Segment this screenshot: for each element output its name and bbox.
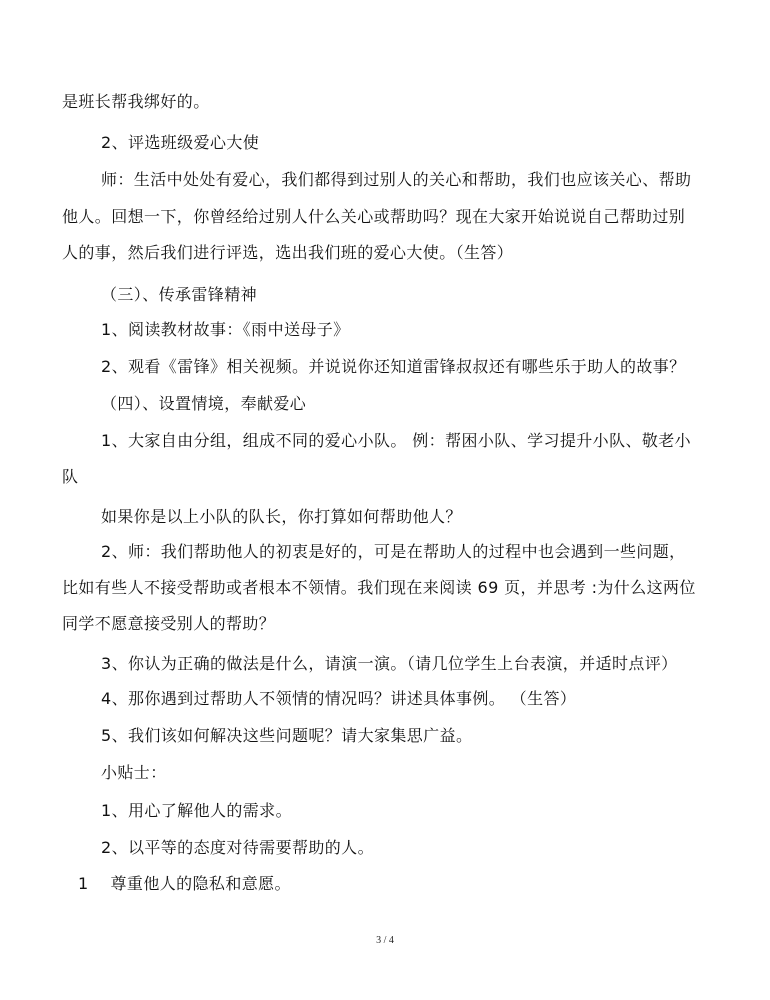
- list-item: 5、我们该如何解决这些问题呢？请大家集思广益。: [101, 726, 473, 745]
- text-line: 人的事，然后我们进行评选，选出我们班的爱心大使。（生答）: [62, 243, 514, 262]
- list-item: 1、用心了解他人的需求。: [101, 801, 292, 820]
- text-line: 师：生活中处处有爱心，我们都得到过别人的关心和帮助，我们也应该关心、帮助: [101, 170, 692, 189]
- list-item: 1 尊重他人的隐私和意愿。: [78, 874, 291, 893]
- list-item: 2、以平等的态度对待需要帮助的人。: [101, 838, 374, 857]
- text-line: 是班长帮我绑好的。: [62, 92, 210, 111]
- text-line: 队: [62, 467, 79, 486]
- section-item: 2、评选班级爱心大使: [101, 133, 260, 152]
- list-item: 3、你认为正确的做法是什么，请演一演。（请几位学生上台表演，并适时点评）: [101, 654, 678, 673]
- tips-heading: 小贴士：: [101, 763, 167, 782]
- section-heading: （三）、传承雷锋精神: [101, 285, 258, 304]
- list-item: 2、观看《雷锋》相关视频。并说说你还知道雷锋叔叔还有哪些乐于助人的故事？: [101, 357, 686, 376]
- text-line: 如果你是以上小队的队长，你打算如何帮助他人？: [101, 507, 462, 526]
- list-item: 4、那你遇到过帮助人不领情的情况吗？讲述具体事例。 （生答）: [101, 689, 577, 708]
- list-item: 1、大家自由分组，组成不同的爱心小队。 例：帮困小队、学习提升小队、敬老小: [101, 431, 692, 450]
- text-line: 他人。回想一下，你曾经给过别人什么关心或帮助吗？现在大家开始说说自己帮助过别: [62, 207, 686, 226]
- text-line: 比如有些人不接受帮助或者根本不领情。我们现在来阅读 69 页，并思考 :为什么这两位: [62, 578, 696, 597]
- list-item: 1、阅读教材故事：《雨中送母子》: [101, 320, 350, 339]
- list-item: 2、师：我们帮助他人的初衷是好的，可是在帮助人的过程中也会遇到一些问题，: [101, 542, 686, 561]
- section-heading: （四）、设置情境，奉献爱心: [101, 394, 307, 413]
- page-number: 3 / 4: [376, 935, 394, 946]
- text-line: 同学不愿意接受别人的帮助？: [62, 614, 276, 633]
